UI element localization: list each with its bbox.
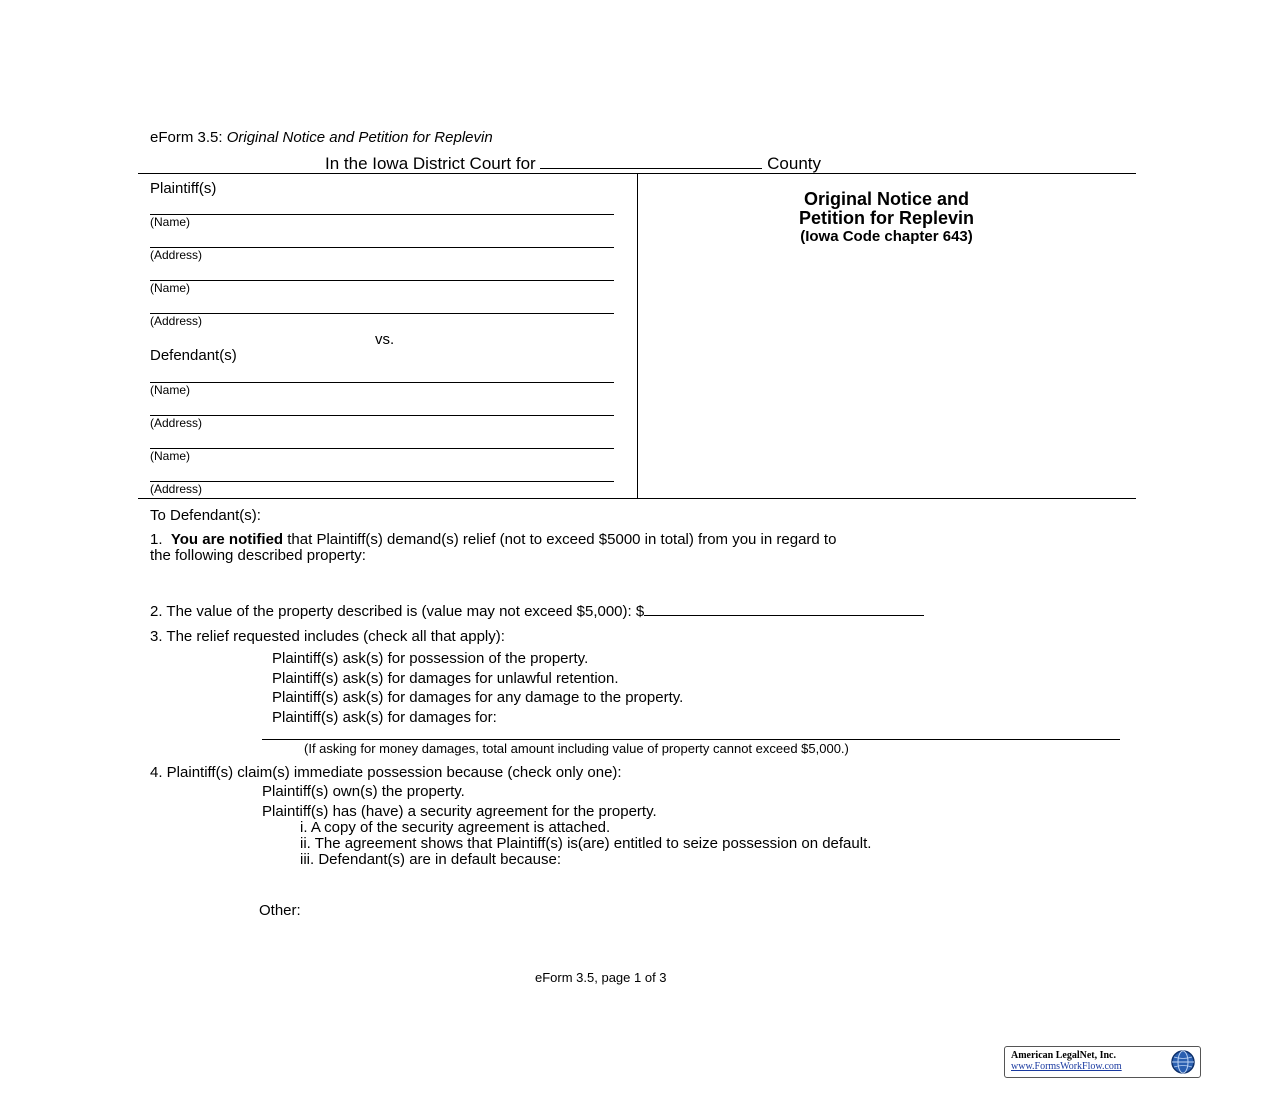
security-sub-i[interactable]: i. A copy of the security agreement is attached. — [300, 819, 611, 836]
plaintiffs-label: Plaintiff(s) — [150, 180, 217, 197]
security-sub-iii[interactable]: iii. Defendant(s) are in default because: — [300, 851, 561, 868]
relief-option-damages-for[interactable]: Plaintiff(s) ask(s) for damages for: — [272, 709, 497, 726]
damages-for-line[interactable] — [262, 739, 1120, 740]
plaintiff-name-2-line[interactable] — [150, 280, 614, 281]
defendant-address-2-line[interactable] — [150, 481, 614, 482]
defendant-address-1-label: (Address) — [150, 416, 203, 430]
security-sub-ii[interactable]: ii. The agreement shows that Plaintiff(s) is(are) entitled to seize possession on default. — [300, 835, 872, 852]
document-code: (Iowa Code chapter 643) — [800, 228, 973, 245]
defendant-name-2-line[interactable] — [150, 448, 614, 449]
plaintiff-address-2-line[interactable] — [150, 313, 614, 314]
defendants-label: Defendant(s) — [150, 347, 237, 364]
form-id: eForm 3.5: — [150, 129, 223, 146]
county-blank[interactable] — [540, 168, 762, 169]
publisher-name: American LegalNet, Inc. — [1011, 1050, 1116, 1061]
item-1-text: that Plaintiff(s) demand(s) relief (not to exceed $5000 in total) from you in regard to — [287, 531, 837, 548]
possession-option-security[interactable]: Plaintiff(s) has (have) a security agreement for the property. — [262, 803, 657, 820]
document-title-line-1: Original Notice and — [803, 189, 970, 209]
defendant-name-1-label: (Name) — [150, 383, 191, 397]
item-2-text: 2. The value of the property described is (value may not exceed $5,000): $ — [150, 603, 645, 620]
court-line — [325, 154, 821, 174]
relief-option-retention[interactable]: Plaintiff(s) ask(s) for damages for unlawful retention. — [272, 670, 619, 687]
document-title-line-2: Petition for Replevin — [798, 208, 975, 228]
relief-option-damage[interactable]: Plaintiff(s) ask(s) for damages for any damage to the property. — [272, 689, 684, 706]
publisher-logo[interactable] — [1004, 1046, 1201, 1078]
defendant-name-2-label: (Name) — [150, 449, 191, 463]
defendant-address-2-label: (Address) — [150, 482, 203, 496]
plaintiff-address-1-label: (Address) — [150, 248, 203, 262]
publisher-url[interactable]: www.FormsWorkFlow.com — [1011, 1061, 1122, 1072]
item-3: 3. The relief requested includes (check all that apply): — [150, 628, 505, 645]
item-2 — [150, 603, 924, 620]
damages-note: (If asking for money damages, total amount including value of property cannot exceed $5,000.) — [304, 741, 849, 756]
globe-icon — [1170, 1049, 1196, 1075]
item-1-number: 1. — [150, 531, 163, 548]
versus-label: vs. — [375, 331, 395, 348]
plaintiff-name-1-line[interactable] — [150, 214, 614, 215]
page-footer: eForm 3.5, page 1 of 3 — [535, 970, 667, 985]
property-value-blank[interactable] — [644, 615, 924, 616]
item-1 — [150, 531, 836, 548]
to-defendants: To Defendant(s): — [150, 507, 261, 524]
defendant-address-1-line[interactable] — [150, 415, 614, 416]
relief-option-possession[interactable]: Plaintiff(s) ask(s) for possession of the property. — [272, 650, 589, 667]
defendant-name-1-line[interactable] — [150, 382, 614, 383]
item-4: 4. Plaintiff(s) claim(s) immediate possession because (check only one): — [150, 764, 622, 781]
caption-bottom-rule — [138, 498, 1136, 499]
plaintiff-name-1-label: (Name) — [150, 215, 191, 229]
plaintiff-address-2-label: (Address) — [150, 314, 203, 328]
document-title — [637, 190, 1136, 228]
possession-option-other[interactable]: Other: — [259, 902, 301, 919]
item-1-bold: You are notified — [170, 531, 284, 548]
plaintiff-name-2-label: (Name) — [150, 281, 191, 295]
plaintiff-address-1-line[interactable] — [150, 247, 614, 248]
court-suffix: County — [767, 154, 822, 173]
form-header — [150, 129, 493, 146]
item-1-line-2: the following described property: — [150, 547, 366, 564]
possession-option-own[interactable]: Plaintiff(s) own(s) the property. — [262, 783, 465, 800]
form-title: Original Notice and Petition for Replevin — [226, 129, 493, 146]
court-prefix: In the Iowa District Court for — [325, 154, 536, 173]
